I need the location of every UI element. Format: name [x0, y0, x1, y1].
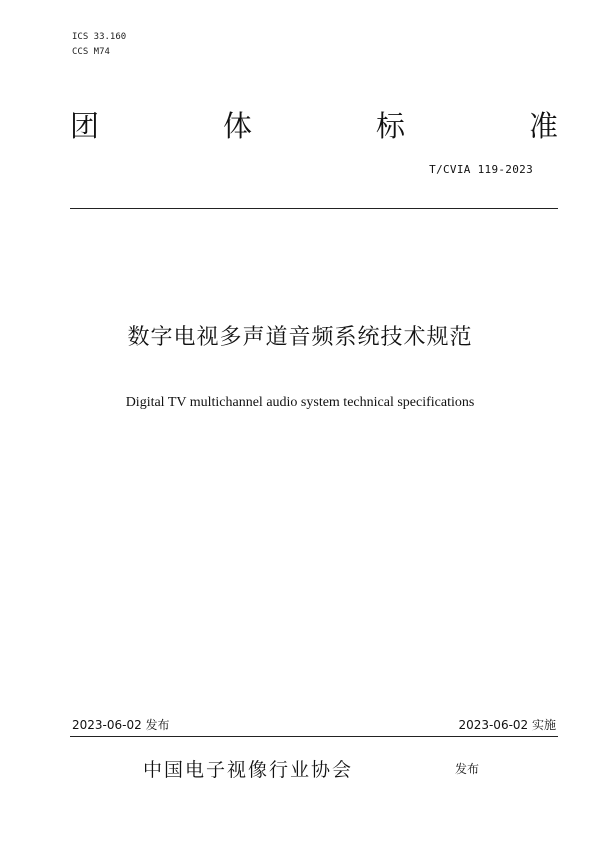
bottom-divider: [70, 736, 558, 737]
standard-type-char: 团: [70, 109, 100, 143]
effective-date: 2023-06-02 实施: [458, 718, 556, 732]
top-divider: [70, 208, 558, 209]
classification-codes: [72, 30, 126, 60]
publish-date: 2023-06-02 发布: [72, 718, 170, 732]
standard-number: T/CVIA 119-2023: [429, 163, 533, 176]
ccs-code: CCS M74: [72, 47, 110, 57]
title-english: Digital TV multichannel audio system technical specifications: [125, 395, 475, 410]
standard-type-char: 标: [375, 109, 405, 143]
publish-label: 发布: [455, 762, 480, 776]
publisher-name: 中国电子视像行业协会: [143, 759, 354, 781]
ics-code: ICS 33.160: [72, 32, 127, 42]
standard-type-char: 准: [528, 109, 558, 143]
title-chinese: 数字电视多声道音频系统技术规范: [127, 325, 473, 350]
standard-type-char: 体: [222, 109, 252, 143]
standard-type-heading: [70, 108, 558, 144]
